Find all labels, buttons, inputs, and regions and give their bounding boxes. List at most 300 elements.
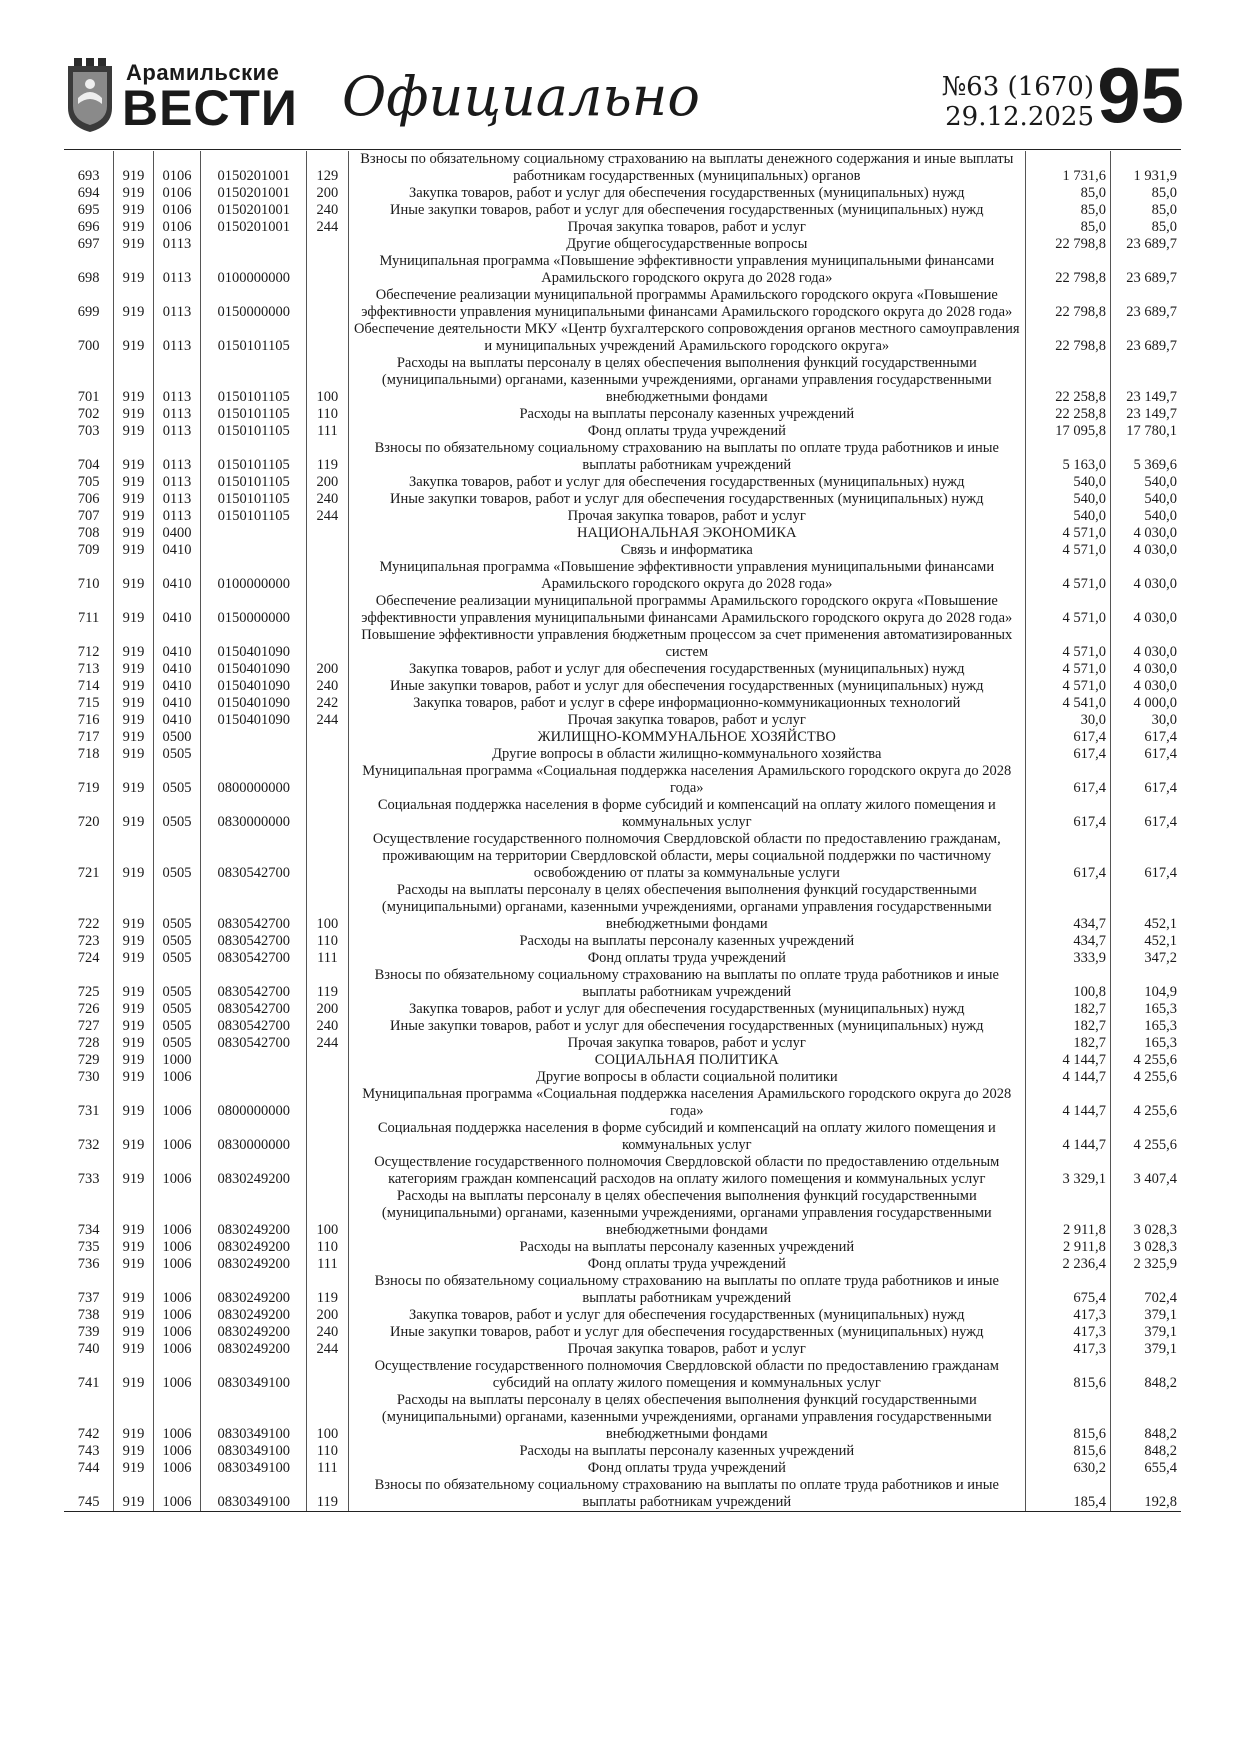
row-number: 698 bbox=[77, 270, 100, 286]
table-row bbox=[64, 508, 1181, 525]
amount-year-2: 848,2 bbox=[1110, 1392, 1181, 1443]
section-code: 0410 bbox=[153, 593, 201, 627]
amount-year-2: 4 030,0 bbox=[1110, 542, 1181, 559]
amount-year-1: 2 911,8 bbox=[1025, 1239, 1110, 1256]
amount-year-1: 617,4 bbox=[1025, 763, 1110, 797]
admin-code: 919 bbox=[114, 406, 153, 423]
row-number: 710 bbox=[77, 576, 100, 592]
amount-year-2: 452,1 bbox=[1110, 882, 1181, 933]
table-row bbox=[64, 1035, 1181, 1052]
expense-type-code: 100 bbox=[307, 1188, 348, 1239]
item-name: Взносы по обязательному социальному страхованию на выплаты денежного содержания и иные выплаты работникам государственных (муниципальных) органов bbox=[348, 151, 1025, 185]
budget-table-container bbox=[64, 151, 1181, 1674]
item-name: Иные закупки товаров, работ и услуг для обеспечения государственных (муниципальных) нужд bbox=[348, 202, 1025, 219]
section-code: 0113 bbox=[153, 474, 201, 491]
amount-year-1: 4 571,0 bbox=[1025, 542, 1110, 559]
row-number: 695 bbox=[77, 202, 100, 218]
target-article-code: 0830249200 bbox=[201, 1324, 307, 1341]
section-code: 0410 bbox=[153, 542, 201, 559]
expense-type-code bbox=[307, 797, 348, 831]
expense-type-code bbox=[307, 525, 348, 542]
amount-year-1: 540,0 bbox=[1025, 508, 1110, 525]
item-name: Расходы на выплаты персоналу казенных учреждений bbox=[348, 933, 1025, 950]
target-article-code bbox=[201, 746, 307, 763]
admin-code: 919 bbox=[114, 882, 153, 933]
admin-code: 919 bbox=[114, 1052, 153, 1069]
target-article-code: 0830249200 bbox=[201, 1154, 307, 1188]
amount-year-2: 23 689,7 bbox=[1110, 236, 1181, 253]
expense-type-code: 240 bbox=[307, 202, 348, 219]
admin-code: 919 bbox=[114, 202, 153, 219]
target-article-code bbox=[201, 1052, 307, 1069]
section-code: 1006 bbox=[153, 1188, 201, 1239]
item-name: Фонд оплаты труда учреждений bbox=[348, 950, 1025, 967]
expense-type-code bbox=[307, 1154, 348, 1188]
row-number: 702 bbox=[77, 406, 100, 422]
expense-type-code bbox=[307, 542, 348, 559]
amount-year-2: 379,1 bbox=[1110, 1341, 1181, 1358]
expense-type-code bbox=[307, 321, 348, 355]
amount-year-1: 182,7 bbox=[1025, 1018, 1110, 1035]
expense-type-code: 119 bbox=[307, 967, 348, 1001]
row-number: 703 bbox=[77, 423, 100, 439]
item-name: Прочая закупка товаров, работ и услуг bbox=[348, 1035, 1025, 1052]
row-number: 733 bbox=[77, 1171, 100, 1187]
expense-type-code: 110 bbox=[307, 1239, 348, 1256]
expense-type-code: 111 bbox=[307, 1256, 348, 1273]
amount-year-2: 85,0 bbox=[1110, 202, 1181, 219]
target-article-code: 0830542700 bbox=[201, 882, 307, 933]
header-divider bbox=[64, 149, 1181, 150]
amount-year-1: 417,3 bbox=[1025, 1324, 1110, 1341]
expense-type-code: 240 bbox=[307, 1324, 348, 1341]
table-row bbox=[64, 1256, 1181, 1273]
table-row bbox=[64, 219, 1181, 236]
table-row bbox=[64, 661, 1181, 678]
amount-year-2: 165,3 bbox=[1110, 1018, 1181, 1035]
expense-type-code bbox=[307, 593, 348, 627]
amount-year-1: 185,4 bbox=[1025, 1477, 1110, 1512]
admin-code: 919 bbox=[114, 525, 153, 542]
admin-code: 919 bbox=[114, 678, 153, 695]
admin-code: 919 bbox=[114, 831, 153, 882]
target-article-code: 0150401090 bbox=[201, 661, 307, 678]
section-code: 0505 bbox=[153, 1001, 201, 1018]
section-code: 0505 bbox=[153, 933, 201, 950]
row-number: 700 bbox=[77, 338, 100, 354]
table-row bbox=[64, 1392, 1181, 1443]
amount-year-1: 22 258,8 bbox=[1025, 355, 1110, 406]
expense-type-code: 244 bbox=[307, 508, 348, 525]
item-name: Взносы по обязательному социальному страхованию на выплаты по оплате труда работников и иные выплаты работникам учреждений bbox=[348, 440, 1025, 474]
amount-year-2: 848,2 bbox=[1110, 1443, 1181, 1460]
amount-year-2: 4 255,6 bbox=[1110, 1086, 1181, 1120]
item-name: Обеспечение реализации муниципальной программы Арамильского городского округа «Повышение эффективности управления муниципальными финансами Арамильского городского округа до 2028 года» bbox=[348, 593, 1025, 627]
row-number: 739 bbox=[77, 1324, 100, 1340]
row-number: 736 bbox=[77, 1256, 100, 1272]
section-code: 0505 bbox=[153, 831, 201, 882]
table-row bbox=[64, 491, 1181, 508]
target-article-code: 0150101105 bbox=[201, 508, 307, 525]
item-name: Расходы на выплаты персоналу в целях обеспечения выполнения функций государственными (муниципальными) органами, казенными учреждениями, органами управления государственными внебюджетными фондами bbox=[348, 355, 1025, 406]
row-number: 704 bbox=[77, 457, 100, 473]
item-name: Муниципальная программа «Социальная поддержка населения Арамильского городского округа до 2028 года» bbox=[348, 1086, 1025, 1120]
section-code: 1006 bbox=[153, 1086, 201, 1120]
target-article-code bbox=[201, 525, 307, 542]
amount-year-1: 617,4 bbox=[1025, 729, 1110, 746]
admin-code: 919 bbox=[114, 729, 153, 746]
admin-code: 919 bbox=[114, 1001, 153, 1018]
table-row bbox=[64, 695, 1181, 712]
row-number: 720 bbox=[77, 814, 100, 830]
row-number: 737 bbox=[77, 1290, 100, 1306]
amount-year-2: 23 149,7 bbox=[1110, 355, 1181, 406]
expense-type-code bbox=[307, 763, 348, 797]
amount-year-2: 4 255,6 bbox=[1110, 1069, 1181, 1086]
row-number: 745 bbox=[64, 1477, 114, 1512]
amount-year-2: 30,0 bbox=[1110, 712, 1181, 729]
target-article-code: 0830542700 bbox=[201, 967, 307, 1001]
admin-code: 919 bbox=[114, 661, 153, 678]
amount-year-1: 617,4 bbox=[1025, 797, 1110, 831]
row-number: 731 bbox=[77, 1103, 100, 1119]
section-code: 0113 bbox=[153, 491, 201, 508]
expense-type-code: 111 bbox=[307, 950, 348, 967]
target-article-code: 0150201001 bbox=[201, 219, 307, 236]
amount-year-1: 22 798,8 bbox=[1025, 236, 1110, 253]
section-code: 0106 bbox=[153, 151, 201, 185]
item-name: Повышение эффективности управления бюджетным процессом за счет применения автоматизированных систем bbox=[348, 627, 1025, 661]
row-number: 713 bbox=[77, 661, 100, 677]
section-code: 1006 bbox=[153, 1324, 201, 1341]
table-row bbox=[64, 202, 1181, 219]
amount-year-2: 617,4 bbox=[1110, 797, 1181, 831]
target-article-code: 0830349100 bbox=[201, 1477, 307, 1512]
admin-code: 919 bbox=[114, 950, 153, 967]
target-article-code bbox=[201, 729, 307, 746]
table-row bbox=[64, 185, 1181, 202]
amount-year-2: 4 030,0 bbox=[1110, 627, 1181, 661]
target-article-code: 0830249200 bbox=[201, 1341, 307, 1358]
admin-code: 919 bbox=[114, 1035, 153, 1052]
table-row bbox=[64, 423, 1181, 440]
row-number: 724 bbox=[77, 950, 100, 966]
expense-type-code: 200 bbox=[307, 185, 348, 202]
section-code: 0500 bbox=[153, 729, 201, 746]
amount-year-2: 4 000,0 bbox=[1110, 695, 1181, 712]
target-article-code: 0150401090 bbox=[201, 695, 307, 712]
table-row bbox=[64, 729, 1181, 746]
section-code: 0410 bbox=[153, 627, 201, 661]
row-number: 709 bbox=[77, 542, 100, 558]
section-code: 0410 bbox=[153, 559, 201, 593]
crest-icon bbox=[64, 58, 116, 132]
row-number: 712 bbox=[77, 644, 100, 660]
target-article-code: 0100000000 bbox=[201, 253, 307, 287]
amount-year-1: 617,4 bbox=[1025, 746, 1110, 763]
row-number: 744 bbox=[77, 1460, 100, 1476]
item-name: Закупка товаров, работ и услуг для обеспечения государственных (муниципальных) нужд bbox=[348, 1307, 1025, 1324]
amount-year-2: 4 255,6 bbox=[1110, 1120, 1181, 1154]
item-name: Осуществление государственного полномочия Свердловской области по предоставлению гражданам субсидий на оплату жилого помещения и коммунальных услуг bbox=[348, 1358, 1025, 1392]
row-number: 716 bbox=[77, 712, 100, 728]
expense-type-code: 200 bbox=[307, 1001, 348, 1018]
expense-type-code: 100 bbox=[307, 355, 348, 406]
logo-big-text: ВЕСТИ bbox=[122, 80, 298, 136]
item-name: Осуществление государственного полномочия Свердловской области по предоставлению отдельным категориям граждан компенсаций расходов на оплату жилого помещения и коммунальных услуг bbox=[348, 1154, 1025, 1188]
section-code: 1006 bbox=[153, 1358, 201, 1392]
target-article-code: 0150201001 bbox=[201, 151, 307, 185]
table-row bbox=[64, 1341, 1181, 1358]
amount-year-2: 617,4 bbox=[1110, 831, 1181, 882]
table-row bbox=[64, 440, 1181, 474]
table-row bbox=[64, 933, 1181, 950]
amount-year-2: 347,2 bbox=[1110, 950, 1181, 967]
amount-year-1: 182,7 bbox=[1025, 1035, 1110, 1052]
item-name: Взносы по обязательному социальному страхованию на выплаты по оплате труда работников и иные выплаты работникам учреждений bbox=[348, 967, 1025, 1001]
section-code: 1006 bbox=[153, 1341, 201, 1358]
row-number: 699 bbox=[77, 304, 100, 320]
budget-table bbox=[64, 151, 1181, 1512]
target-article-code: 0830542700 bbox=[201, 1018, 307, 1035]
item-name: Прочая закупка товаров, работ и услуг bbox=[348, 712, 1025, 729]
expense-type-code: 200 bbox=[307, 1307, 348, 1324]
amount-year-2: 379,1 bbox=[1110, 1324, 1181, 1341]
target-article-code: 0150401090 bbox=[201, 712, 307, 729]
row-number: 734 bbox=[77, 1222, 100, 1238]
expense-type-code: 111 bbox=[307, 1460, 348, 1477]
admin-code: 919 bbox=[114, 151, 153, 185]
expense-type-code bbox=[307, 1052, 348, 1069]
expense-type-code bbox=[307, 1120, 348, 1154]
table-row bbox=[64, 1307, 1181, 1324]
row-number: 696 bbox=[77, 219, 100, 235]
table-row bbox=[64, 1018, 1181, 1035]
amount-year-2: 4 030,0 bbox=[1110, 678, 1181, 695]
target-article-code: 0830542700 bbox=[201, 1035, 307, 1052]
item-name: Муниципальная программа «Социальная поддержка населения Арамильского городского округа до 2028 года» bbox=[348, 763, 1025, 797]
table-row bbox=[64, 1239, 1181, 1256]
admin-code: 919 bbox=[114, 440, 153, 474]
expense-type-code: 119 bbox=[307, 440, 348, 474]
row-number: 742 bbox=[77, 1426, 100, 1442]
target-article-code: 0830249200 bbox=[201, 1307, 307, 1324]
amount-year-2: 540,0 bbox=[1110, 491, 1181, 508]
table-row bbox=[64, 1477, 1181, 1512]
item-name: Расходы на выплаты персоналу в целях обеспечения выполнения функций государственными (муниципальными) органами, казенными учреждениями, органами управления государственными внебюджетными фондами bbox=[348, 1188, 1025, 1239]
table-row bbox=[64, 151, 1181, 185]
table-row bbox=[64, 1324, 1181, 1341]
expense-type-code: 240 bbox=[307, 491, 348, 508]
item-name: Осуществление государственного полномочия Свердловской области по предоставлению гражданам, проживающим на территории Свердловской области, меры социальной поддержки по частичному освобождению от платы за коммунальные услуги bbox=[348, 831, 1025, 882]
amount-year-2: 5 369,6 bbox=[1110, 440, 1181, 474]
amount-year-2: 85,0 bbox=[1110, 185, 1181, 202]
amount-year-1: 1 731,6 bbox=[1025, 151, 1110, 185]
amount-year-2: 540,0 bbox=[1110, 474, 1181, 491]
expense-type-code: 100 bbox=[307, 882, 348, 933]
expense-type-code: 119 bbox=[307, 1477, 348, 1512]
admin-code: 919 bbox=[114, 1324, 153, 1341]
row-number: 725 bbox=[77, 984, 100, 1000]
expense-type-code bbox=[307, 1069, 348, 1086]
amount-year-2: 4 255,6 bbox=[1110, 1052, 1181, 1069]
expense-type-code: 240 bbox=[307, 1018, 348, 1035]
section-code: 0410 bbox=[153, 695, 201, 712]
page-header bbox=[64, 44, 1184, 154]
row-number: 697 bbox=[77, 236, 100, 252]
amount-year-2: 617,4 bbox=[1110, 746, 1181, 763]
issue-date: 29.12.2025 bbox=[945, 102, 1094, 132]
item-name: Социальная поддержка населения в форме субсидий и компенсаций на оплату жилого помещения и коммунальных услуг bbox=[348, 797, 1025, 831]
table-row bbox=[64, 542, 1181, 559]
section-title: Официально bbox=[342, 65, 700, 128]
amount-year-2: 452,1 bbox=[1110, 933, 1181, 950]
table-row bbox=[64, 1443, 1181, 1460]
section-code: 0113 bbox=[153, 423, 201, 440]
amount-year-2: 17 780,1 bbox=[1110, 423, 1181, 440]
item-name: Иные закупки товаров, работ и услуг для обеспечения государственных (муниципальных) нужд bbox=[348, 491, 1025, 508]
section-code: 0106 bbox=[153, 185, 201, 202]
row-number: 717 bbox=[77, 729, 100, 745]
issue-number: №63 (1670) bbox=[941, 72, 1094, 102]
row-number: 719 bbox=[77, 780, 100, 796]
amount-year-1: 815,6 bbox=[1025, 1443, 1110, 1460]
item-name: Иные закупки товаров, работ и услуг для обеспечения государственных (муниципальных) нужд bbox=[348, 1018, 1025, 1035]
amount-year-1: 3 329,1 bbox=[1025, 1154, 1110, 1188]
expense-type-code: 244 bbox=[307, 1035, 348, 1052]
target-article-code: 0150101105 bbox=[201, 440, 307, 474]
target-article-code: 0150201001 bbox=[201, 202, 307, 219]
expense-type-code: 240 bbox=[307, 678, 348, 695]
amount-year-1: 417,3 bbox=[1025, 1307, 1110, 1324]
row-number: 715 bbox=[77, 695, 100, 711]
table-row bbox=[64, 236, 1181, 253]
target-article-code: 0150101105 bbox=[201, 423, 307, 440]
budget-table-body bbox=[64, 151, 1181, 1512]
page-number: 95 bbox=[1097, 51, 1184, 139]
section-code: 1006 bbox=[153, 1477, 201, 1512]
item-name: Прочая закупка товаров, работ и услуг bbox=[348, 1341, 1025, 1358]
item-name: Взносы по обязательному социальному страхованию на выплаты по оплате труда работников и иные выплаты работникам учреждений bbox=[348, 1477, 1025, 1512]
expense-type-code bbox=[307, 1358, 348, 1392]
expense-type-code: 244 bbox=[307, 1341, 348, 1358]
amount-year-2: 655,4 bbox=[1110, 1460, 1181, 1477]
target-article-code: 0830249200 bbox=[201, 1273, 307, 1307]
expense-type-code bbox=[307, 287, 348, 321]
section-code: 1006 bbox=[153, 1120, 201, 1154]
amount-year-1: 5 163,0 bbox=[1025, 440, 1110, 474]
admin-code: 919 bbox=[114, 559, 153, 593]
section-code: 1006 bbox=[153, 1239, 201, 1256]
item-name: СОЦИАЛЬНАЯ ПОЛИТИКА bbox=[348, 1052, 1025, 1069]
item-name: Расходы на выплаты персоналу казенных учреждений bbox=[348, 406, 1025, 423]
amount-year-2: 23 689,7 bbox=[1110, 287, 1181, 321]
amount-year-1: 22 258,8 bbox=[1025, 406, 1110, 423]
admin-code: 919 bbox=[114, 1273, 153, 1307]
section-code: 1006 bbox=[153, 1443, 201, 1460]
table-row bbox=[64, 406, 1181, 423]
amount-year-1: 434,7 bbox=[1025, 933, 1110, 950]
amount-year-1: 540,0 bbox=[1025, 474, 1110, 491]
row-number: 701 bbox=[77, 389, 100, 405]
amount-year-2: 3 028,3 bbox=[1110, 1239, 1181, 1256]
expense-type-code: 200 bbox=[307, 474, 348, 491]
table-row bbox=[64, 287, 1181, 321]
section-code: 1006 bbox=[153, 1069, 201, 1086]
logo-small-text: Арамильские bbox=[126, 60, 280, 85]
table-row bbox=[64, 1052, 1181, 1069]
section-code: 1006 bbox=[153, 1392, 201, 1443]
table-row bbox=[64, 950, 1181, 967]
amount-year-2: 848,2 bbox=[1110, 1358, 1181, 1392]
section-code: 0505 bbox=[153, 1035, 201, 1052]
row-number: 730 bbox=[77, 1069, 100, 1085]
amount-year-1: 17 095,8 bbox=[1025, 423, 1110, 440]
table-row bbox=[64, 1086, 1181, 1120]
admin-code: 919 bbox=[114, 321, 153, 355]
target-article-code: 0150101105 bbox=[201, 321, 307, 355]
admin-code: 919 bbox=[114, 1239, 153, 1256]
expense-type-code: 110 bbox=[307, 406, 348, 423]
admin-code: 919 bbox=[114, 491, 153, 508]
item-name: Закупка товаров, работ и услуг для обеспечения государственных (муниципальных) нужд bbox=[348, 1001, 1025, 1018]
item-name: Социальная поддержка населения в форме субсидий и компенсаций на оплату жилого помещения и коммунальных услуг bbox=[348, 1120, 1025, 1154]
row-number: 738 bbox=[77, 1307, 100, 1323]
expense-type-code bbox=[307, 236, 348, 253]
target-article-code: 0800000000 bbox=[201, 763, 307, 797]
amount-year-1: 22 798,8 bbox=[1025, 253, 1110, 287]
admin-code: 919 bbox=[114, 797, 153, 831]
table-row bbox=[64, 1120, 1181, 1154]
amount-year-2: 4 030,0 bbox=[1110, 525, 1181, 542]
table-row bbox=[64, 1154, 1181, 1188]
target-article-code: 0830542700 bbox=[201, 1001, 307, 1018]
row-number: 705 bbox=[77, 474, 100, 490]
amount-year-2: 3 407,4 bbox=[1110, 1154, 1181, 1188]
expense-type-code: 200 bbox=[307, 661, 348, 678]
admin-code: 919 bbox=[114, 1188, 153, 1239]
table-row bbox=[64, 1358, 1181, 1392]
amount-year-2: 165,3 bbox=[1110, 1035, 1181, 1052]
target-article-code: 0830542700 bbox=[201, 831, 307, 882]
amount-year-1: 4 571,0 bbox=[1025, 559, 1110, 593]
amount-year-2: 617,4 bbox=[1110, 763, 1181, 797]
amount-year-1: 4 571,0 bbox=[1025, 627, 1110, 661]
row-number: 743 bbox=[77, 1443, 100, 1459]
row-number: 729 bbox=[77, 1052, 100, 1068]
item-name: Другие общегосударственные вопросы bbox=[348, 236, 1025, 253]
amount-year-1: 2 236,4 bbox=[1025, 1256, 1110, 1273]
expense-type-code bbox=[307, 746, 348, 763]
table-row bbox=[64, 746, 1181, 763]
section-code: 0505 bbox=[153, 950, 201, 967]
table-row bbox=[64, 593, 1181, 627]
expense-type-code bbox=[307, 729, 348, 746]
expense-type-code bbox=[307, 627, 348, 661]
item-name: Другие вопросы в области жилищно-коммунального хозяйства bbox=[348, 746, 1025, 763]
table-row bbox=[64, 797, 1181, 831]
amount-year-1: 4 144,7 bbox=[1025, 1120, 1110, 1154]
section-code: 0113 bbox=[153, 253, 201, 287]
amount-year-2: 1 931,9 bbox=[1110, 151, 1181, 185]
section-code: 0505 bbox=[153, 967, 201, 1001]
row-number: 732 bbox=[77, 1137, 100, 1153]
item-name: Фонд оплаты труда учреждений bbox=[348, 1460, 1025, 1477]
amount-year-2: 3 028,3 bbox=[1110, 1188, 1181, 1239]
target-article-code: 0150401090 bbox=[201, 678, 307, 695]
item-name: Обеспечение деятельности МКУ «Центр бухгалтерского сопровождения органов местного самоуправления и муниципальных учреждений Арамильского городского округа» bbox=[348, 321, 1025, 355]
expense-type-code: 119 bbox=[307, 1273, 348, 1307]
